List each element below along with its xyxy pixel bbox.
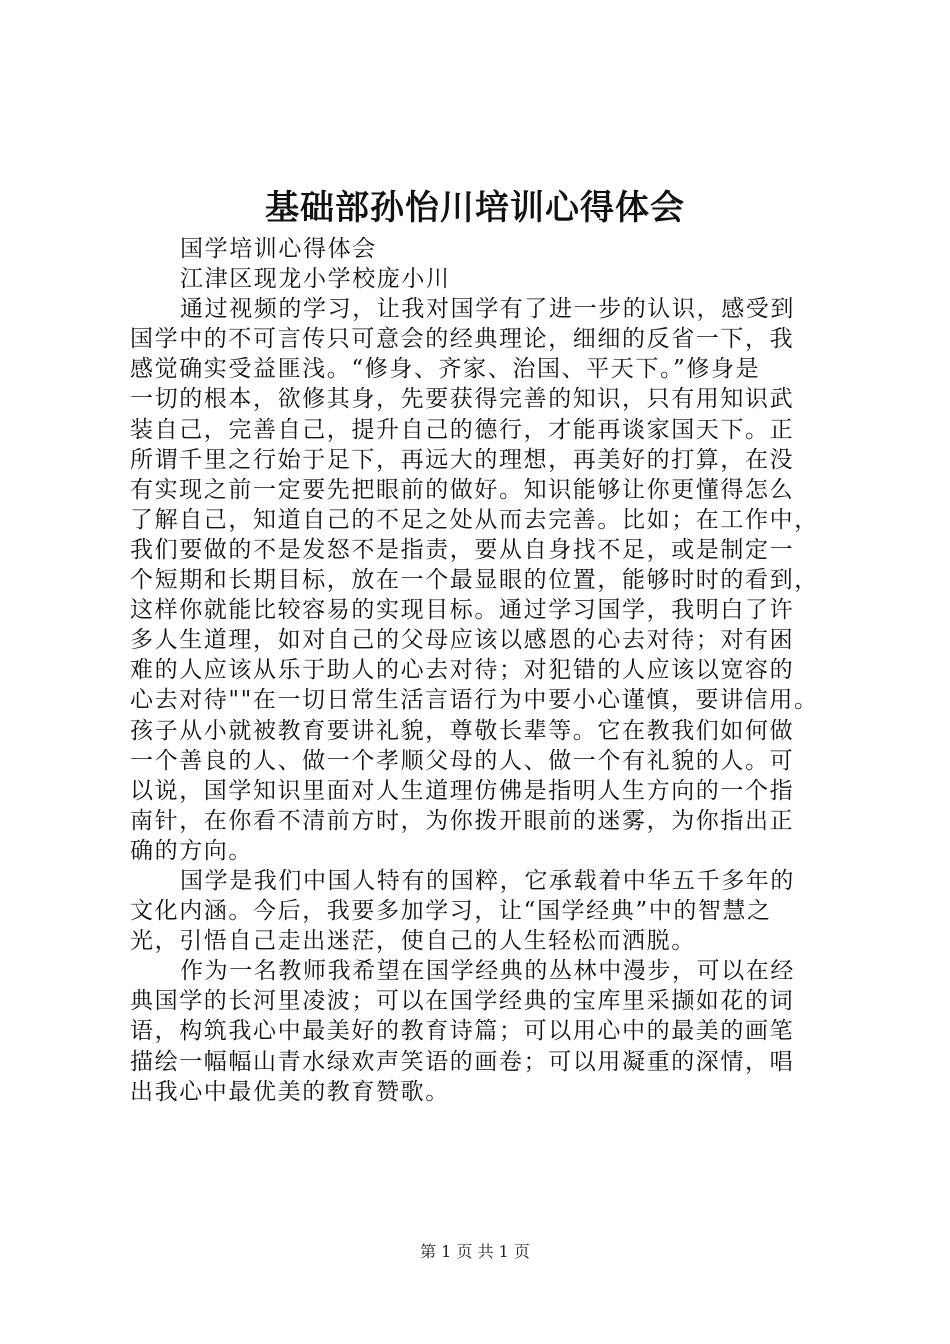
paragraph-line: 我们要做的不是发怒不是指责，要从自身找不足，或是制定一 bbox=[130, 536, 795, 563]
subtitle: 国学培训心得体会 bbox=[180, 236, 377, 262]
paragraph-line: 出我心中最优美的教育赞歌。 bbox=[130, 1078, 450, 1105]
paragraph-line: 装自己，完善自己，提升自己的德行，才能再谈家国天下。正 bbox=[130, 416, 795, 443]
paragraph-line: 感觉确实受益匪浅。“修身、齐家、治国、平天下。”修身是 bbox=[130, 356, 761, 383]
paragraph-line: 国学中的不可言传只可意会的经典理论，细细的反省一下，我 bbox=[130, 326, 795, 353]
paragraph-line: 孩子从小就被教育要讲礼貌，尊敬长辈等。它在教我们如何做 bbox=[130, 717, 795, 744]
paragraph-line: 个短期和长期目标，放在一个最显眼的位置，能够时时的看到， bbox=[130, 567, 819, 594]
paragraph-line: 语，构筑我心中最美好的教育诗篇；可以用心中的最美的画笔 bbox=[130, 1018, 795, 1045]
paragraph-3 bbox=[130, 956, 830, 1106]
paragraph-2 bbox=[130, 866, 830, 956]
paragraph-line: 文化内涵。今后，我要多加学习，让“国学经典”中的智慧之 bbox=[130, 898, 772, 925]
paragraph-line: 国学是我们中国人特有的国粹，它承载着中华五千多年的 bbox=[180, 867, 795, 894]
paragraph-line: 多人生道理，如对自己的父母应该以感恩的心去对待；对有困 bbox=[130, 627, 795, 654]
paragraph-line: 一切的根本，欲修其身，先要获得完善的知识，只有用知识武 bbox=[130, 386, 795, 413]
paragraph-line: 所谓千里之行始于足下，再远大的理想，再美好的打算，在没 bbox=[130, 446, 795, 473]
author-line: 江津区现龙小学校庞小川 bbox=[180, 266, 451, 293]
document-title: 基础部孙怡川培训心得体会 bbox=[265, 188, 685, 228]
document-body bbox=[130, 234, 830, 1107]
paragraph-line: 作为一名教师我希望在国学经典的丛林中漫步，可以在经 bbox=[180, 958, 795, 985]
paragraph-line: 心去对待""在一切日常生活言语行为中要小心谨慎，要讲信用。 bbox=[130, 687, 819, 714]
paragraph-line: 一个善良的人、做一个孝顺父母的人、做一个有礼貌的人。可 bbox=[130, 747, 795, 774]
paragraph-line: 有实现之前一定要先把眼前的做好。知识能够让你更懂得怎么 bbox=[130, 476, 795, 503]
paragraph-line: 确的方向。 bbox=[130, 837, 253, 864]
paragraph-1 bbox=[130, 294, 830, 866]
paragraph-line: 以说，国学知识里面对人生道理仿佛是指明人生方向的一个指 bbox=[130, 777, 795, 804]
paragraph-line: 难的人应该从乐于助人的心去对待；对犯错的人应该以宽容的 bbox=[130, 657, 795, 684]
paragraph-line: 描绘一幅幅山青水绿欢声笑语的画卷；可以用凝重的深情，唱 bbox=[130, 1048, 795, 1075]
paragraph-line: 了解自己，知道自己的不足之处从而去完善。比如；在工作中， bbox=[130, 506, 819, 533]
page-footer: 第 1 页 共 1 页 bbox=[420, 1242, 530, 1261]
paragraph-line: 通过视频的学习，让我对国学有了进一步的认识，感受到 bbox=[180, 296, 795, 323]
paragraph-line: 南针，在你看不清前方时，为你拨开眼前的迷雾，为你指出正 bbox=[130, 807, 795, 834]
paragraph-line: 典国学的长河里凌波；可以在国学经典的宝库里采撷如花的词 bbox=[130, 988, 795, 1015]
paragraph-line: 这样你就能比较容易的实现目标。通过学习国学，我明白了许 bbox=[130, 597, 795, 624]
paragraph-line: 光，引悟自己走出迷茫，使自己的人生轻松而洒脱。 bbox=[130, 928, 696, 955]
